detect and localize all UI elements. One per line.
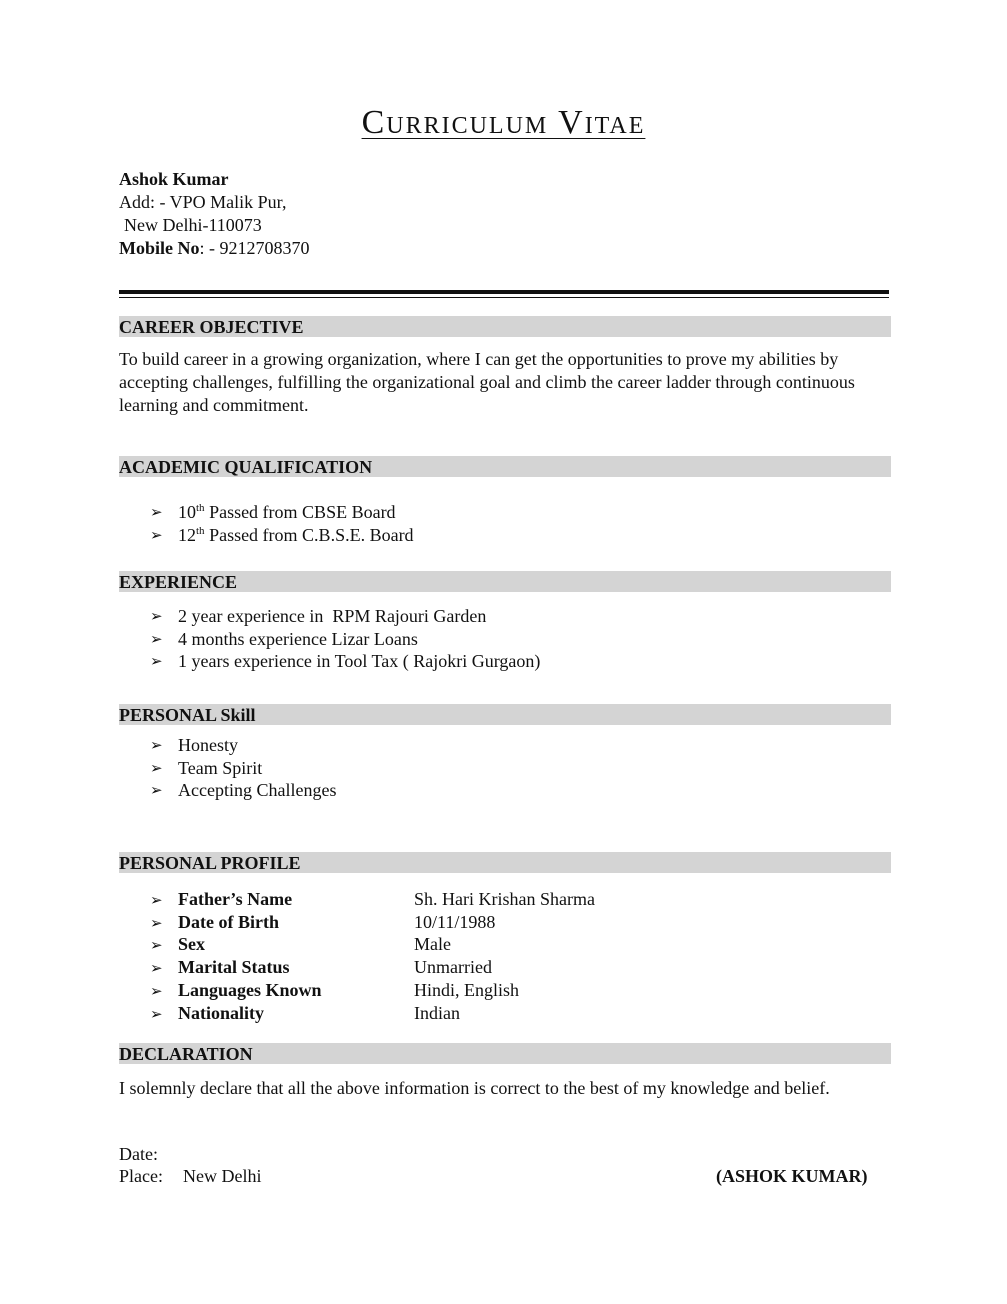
place-value: New Delhi <box>182 1166 262 1186</box>
table-row: ➢ Nationality Indian <box>150 1002 460 1023</box>
arrow-bullet-icon: ➢ <box>150 607 163 625</box>
arrow-bullet-icon: ➢ <box>150 781 163 800</box>
mobile-line <box>119 237 310 260</box>
list-item: ➢ 1 years experience in Tool Tax ( Rajokri Gurgaon) <box>150 651 541 672</box>
arrow-bullet-icon: ➢ <box>150 936 163 955</box>
arrow-bullet-icon: ➢ <box>150 982 163 1001</box>
place-label: Place: <box>119 1166 163 1186</box>
signature-name: (ASHOK KUMAR) <box>716 1166 868 1186</box>
place-line <box>119 1166 261 1187</box>
table-row: ➢ Marital Status Unmarried <box>150 957 492 978</box>
arrow-bullet-icon: ➢ <box>150 629 163 648</box>
section-heading-declaration: DECLARATION <box>119 1043 891 1064</box>
list-item: ➢ 12th Passed from C.B.S.E. Board <box>150 524 414 545</box>
document-title: Curriculum Vitae <box>361 104 646 141</box>
date-label: Date: <box>119 1144 158 1164</box>
section-heading-skills: PERSONAL Skill <box>119 704 891 725</box>
list-item: ➢ 10th Passed from CBSE Board <box>150 502 396 522</box>
header-divider-thin <box>119 297 889 298</box>
list-item: ➢ Team Spirit <box>150 757 263 778</box>
table-row: ➢ Sex Male <box>150 934 451 955</box>
contact-block <box>119 168 310 260</box>
arrow-bullet-icon: ➢ <box>150 890 163 909</box>
arrow-bullet-icon: ➢ <box>150 758 163 777</box>
arrow-bullet-icon: ➢ <box>150 652 163 671</box>
table-row: ➢ Father’s Name Sh. Hari Krishan Sharma <box>150 888 595 909</box>
list-item: ➢ 2 year experience in RPM Rajouri Garden <box>150 606 487 626</box>
candidate-name: Ashok Kumar <box>119 169 229 189</box>
section-heading-career: CAREER OBJECTIVE <box>119 316 891 337</box>
list-item: ➢ 4 months experience Lizar Loans <box>150 628 418 649</box>
header-divider-thick <box>119 290 889 294</box>
arrow-bullet-icon: ➢ <box>150 736 163 754</box>
address-line-1: Add: - VPO Malik Pur, <box>119 192 287 212</box>
arrow-bullet-icon: ➢ <box>150 913 163 932</box>
table-row: ➢ Date of Birth 10/11/1988 <box>150 911 496 932</box>
experience-list <box>150 605 540 673</box>
mobile-value: : - 9212708370 <box>199 238 310 258</box>
arrow-bullet-icon: ➢ <box>150 1004 163 1023</box>
arrow-bullet-icon: ➢ <box>150 503 163 521</box>
arrow-bullet-icon: ➢ <box>150 959 163 978</box>
list-item: ➢ Honesty <box>150 735 238 755</box>
address-line-2: New Delhi-110073 <box>124 215 262 235</box>
declaration-text: I solemnly declare that all the above information is correct to the best of my knowledge and belief. <box>119 1078 830 1098</box>
personal-profile-table <box>150 888 595 1025</box>
academic-list <box>150 501 414 546</box>
section-heading-academic: ACADEMIC QUALIFICATION <box>119 456 891 477</box>
career-objective-text: To build career in a growing organization, where I can get the opportunities to prove my abilities by accepting challenges, fulfilling the organizational goal and climb the career ladder through continuous learning and commitment. <box>119 349 855 415</box>
section-heading-profile: PERSONAL PROFILE <box>119 852 891 873</box>
table-row: ➢ Languages Known Hindi, English <box>150 980 520 1001</box>
list-item: ➢ Accepting Challenges <box>150 780 337 801</box>
mobile-label: Mobile No <box>119 238 200 258</box>
skills-list <box>150 734 336 802</box>
section-heading-experience: EXPERIENCE <box>119 571 891 592</box>
arrow-bullet-icon: ➢ <box>150 525 163 544</box>
